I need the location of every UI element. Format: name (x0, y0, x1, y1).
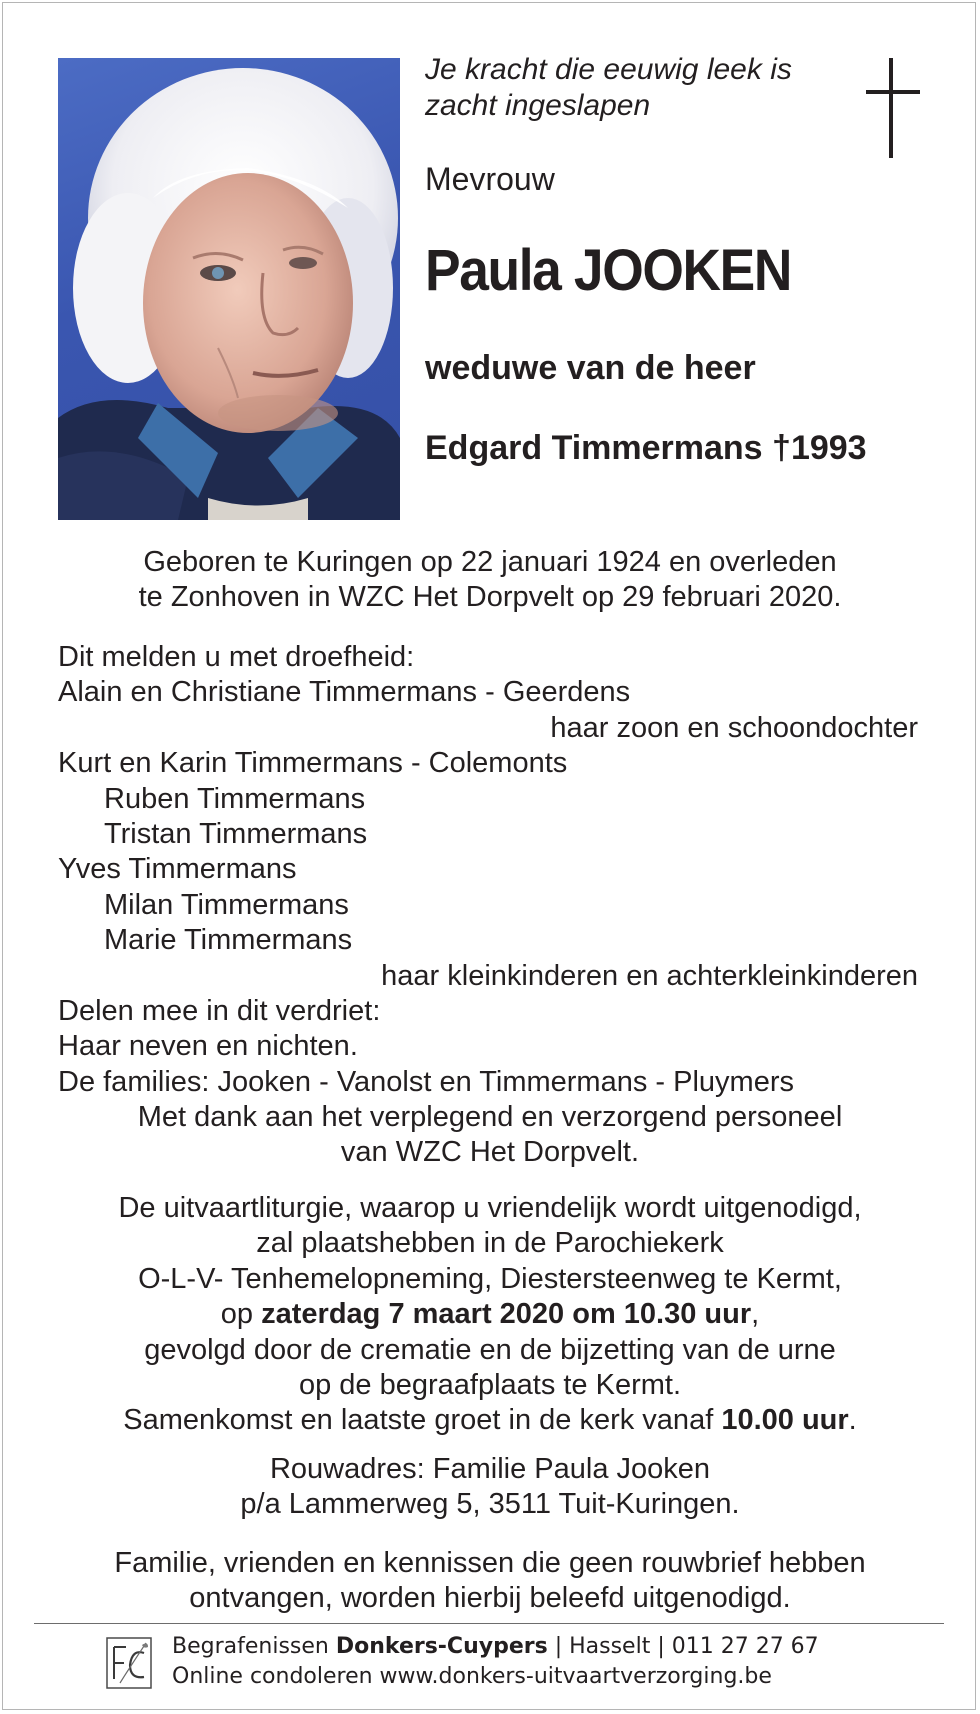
thanks-line-1: Met dank aan het verplegend en verzorgend personeel (137, 1101, 843, 1133)
address-line-2: p/a Lammerweg 5, 3511 Tuit-Kuringen. (240, 1488, 740, 1521)
birth-line-1: Geboren te Kuringen op 22 januari 1924 en overleden (143, 546, 837, 578)
mourner-couple-2: Kurt en Karin Timmermans - Colemonts (58, 747, 568, 780)
thanks-paragraph (0, 1100, 980, 1171)
footer-line-2: Online condoleren www.donkers-uitvaartverzorging.be (172, 1664, 772, 1689)
funeral-line-3: O-L-V- Tenhemelopneming, Diestersteenweg te Kermt, (138, 1262, 842, 1295)
cousins: Haar neven en nichten. (58, 1030, 358, 1063)
gathering-time: 10.00 uur (721, 1404, 849, 1437)
footer-divider (34, 1623, 944, 1624)
address-line-1: Rouwadres: Familie Paula Jooken (269, 1453, 711, 1485)
invitation-line-1: Familie, vrienden en kennissen die geen rouwbrief hebben (114, 1547, 866, 1579)
families: De families: Jooken - Vanolst en Timmermans - Pluymers (58, 1065, 794, 1098)
funeral-line-2: zal plaatshebben in de Parochiekerk (256, 1227, 724, 1260)
footer-contact: | Hasselt | 011 27 27 67 (547, 1634, 819, 1659)
footer-prefix: Begrafenissen (172, 1634, 336, 1659)
mourners-list (58, 640, 918, 1100)
birth-line-2: te Zonhoven in WZC Het Dorpvelt op 29 februari 2020. (138, 581, 842, 614)
funeral-home-footer (172, 1632, 819, 1692)
relation-grandchildren: haar kleinkinderen en achterkleinkinderen (381, 959, 918, 992)
grandchild-3: Yves Timmermans (58, 853, 297, 886)
widow-line: weduwe van de heer (425, 349, 756, 387)
funeral-paragraph (0, 1191, 980, 1439)
birth-death-paragraph (0, 545, 980, 616)
mourners-intro: Dit melden u met droefheid: (58, 641, 415, 673)
honorific: Mevrouw (425, 161, 555, 197)
deceased-name: Paula JOOKEN (425, 238, 791, 303)
funeral-line-7 (0, 1403, 980, 1438)
undertaker-logo-icon (106, 1637, 152, 1689)
funeral-line-4 (0, 1297, 980, 1332)
thanks-line-2: van WZC Het Dorpvelt. (340, 1136, 640, 1169)
invitation-line-2: ontvangen, worden hierbij beleefd uitgenodigd. (189, 1582, 791, 1615)
gathering-prefix: Samenkomst en laatste groet in de kerk vanaf (123, 1404, 722, 1437)
quote-line-1: Je kracht die eeuwig leek is (425, 53, 792, 86)
funeral-date: zaterdag 7 maart 2020 om 10.30 uur (261, 1298, 752, 1331)
funeral-line-6: op de begraafplaats te Kermt. (298, 1369, 682, 1402)
footer-line-1 (172, 1632, 819, 1662)
mourner-couple-1: Alain en Christiane Timmermans - Geerdens (58, 676, 631, 709)
memorial-quote (425, 52, 792, 124)
great-grandchild-1: Milan Timmermans (104, 888, 349, 921)
gathering-suffix: . (848, 1404, 857, 1437)
grandchild-2: Tristan Timmermans (104, 818, 368, 851)
relation-son: haar zoon en schoondochter (550, 711, 918, 744)
portrait-photo (58, 58, 400, 520)
invitation-paragraph (0, 1546, 980, 1617)
mourning-address (0, 1452, 980, 1523)
funeral-date-suffix: , (751, 1298, 760, 1331)
company-name: Donkers-Cuypers (335, 1634, 548, 1659)
funeral-date-prefix: op (220, 1298, 262, 1331)
grandchild-1: Ruben Timmermans (104, 782, 366, 815)
spouse-name: Edgard Timmermans †1993 (425, 429, 867, 467)
great-grandchild-2: Marie Timmermans (104, 924, 353, 957)
latin-cross-icon (862, 58, 922, 158)
share-intro: Delen mee in dit verdriet: (58, 995, 381, 1028)
quote-line-2: zacht ingeslapen (425, 89, 651, 122)
funeral-line-1: De uitvaartliturgie, waarop u vriendelijk wordt uitgenodigd, (118, 1192, 862, 1224)
funeral-line-5: gevolgd door de crematie en de bijzetting van de urne (144, 1333, 836, 1366)
